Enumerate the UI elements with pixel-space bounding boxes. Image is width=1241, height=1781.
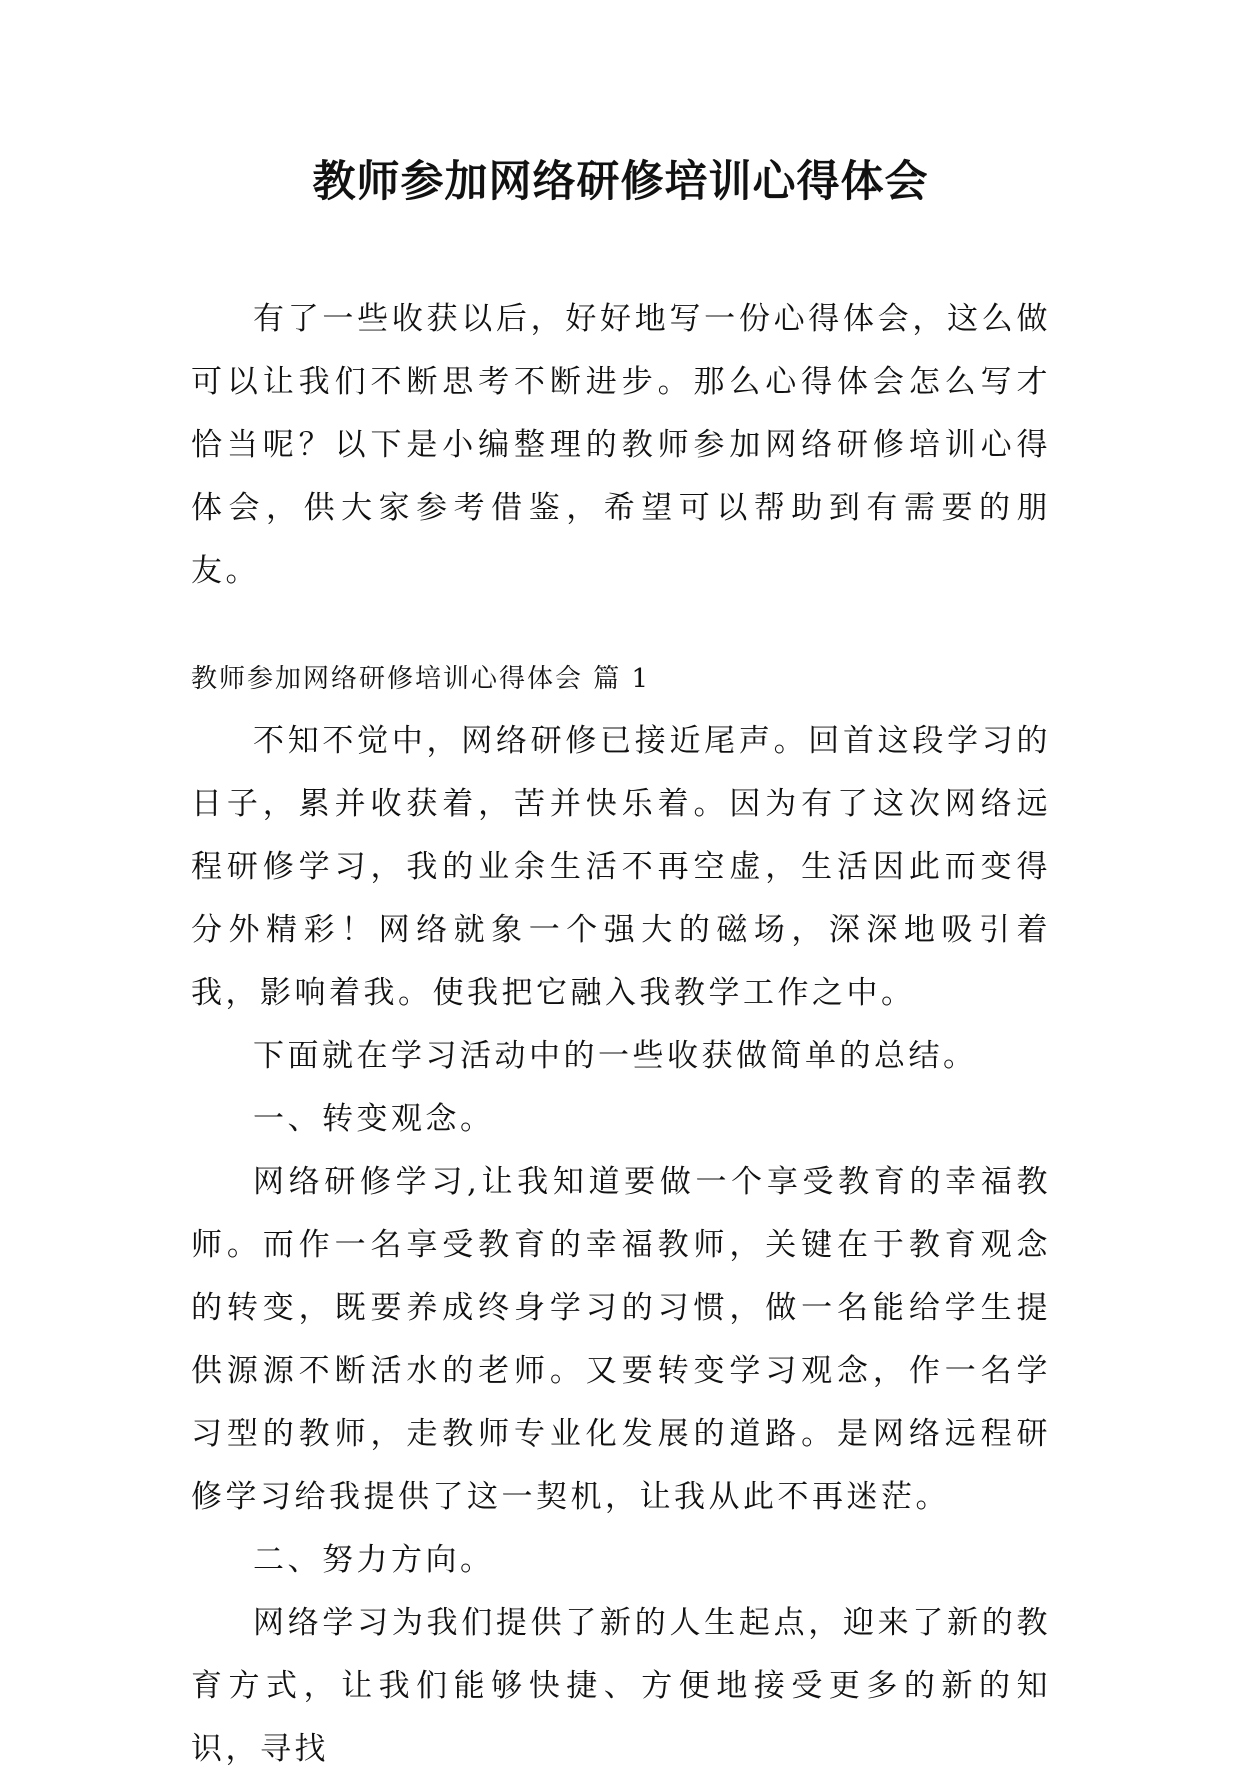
body-paragraph-1: 不知不觉中，网络研修已接近尾声。回首这段学习的日子，累并收获着，苦并快乐着。因为有了这次网络远程研修学习，我的业余生活不再空虚，生活因此而变得分外精彩！网络就象一个强大的磁场，深深地吸引着我，影响着我。使我把它融入我教学工作之中。 bbox=[191, 723, 1051, 1011]
body-paragraph-3: 网络研修学习,让我知道要做一个享受教育的幸福教师。而作一名享受教育的幸福教师，关键在于教育观念的转变，既要养成终身学习的习惯，做一名能给学生提供源源不断活水的老师。又要转变学习观念，作一名学习型的教师，走教师专业化发展的道路。是网络远程研修学习给我提供了这一契机，让我从此不再迷茫。 bbox=[191, 1164, 1051, 1515]
body-paragraph-4: 网络学习为我们提供了新的人生起点，迎来了新的教育方式，让我们能够快捷、方便地接受更多的新的知识，寻找 bbox=[191, 1605, 1051, 1767]
document-title: 教师参加网络研修培训心得体会 bbox=[312, 157, 929, 207]
section-heading: 教师参加网络研修培训心得体会 篇 1 bbox=[191, 664, 651, 694]
subheading-effort-direction: 二、努力方向。 bbox=[253, 1542, 495, 1578]
document-body bbox=[191, 288, 1051, 1781]
subheading-change-concept: 一、转变观念。 bbox=[253, 1101, 495, 1137]
intro-paragraph: 有了一些收获以后，好好地写一份心得体会，这么做可以让我们不断思考不断进步。那么心得体会怎么写才恰当呢？以下是小编整理的教师参加网络研修培训心得体会，供大家参考借鉴，希望可以帮助到有需要的朋友。 bbox=[191, 301, 1051, 589]
body-paragraph-2: 下面就在学习活动中的一些收获做简单的总结。 bbox=[253, 1038, 978, 1074]
